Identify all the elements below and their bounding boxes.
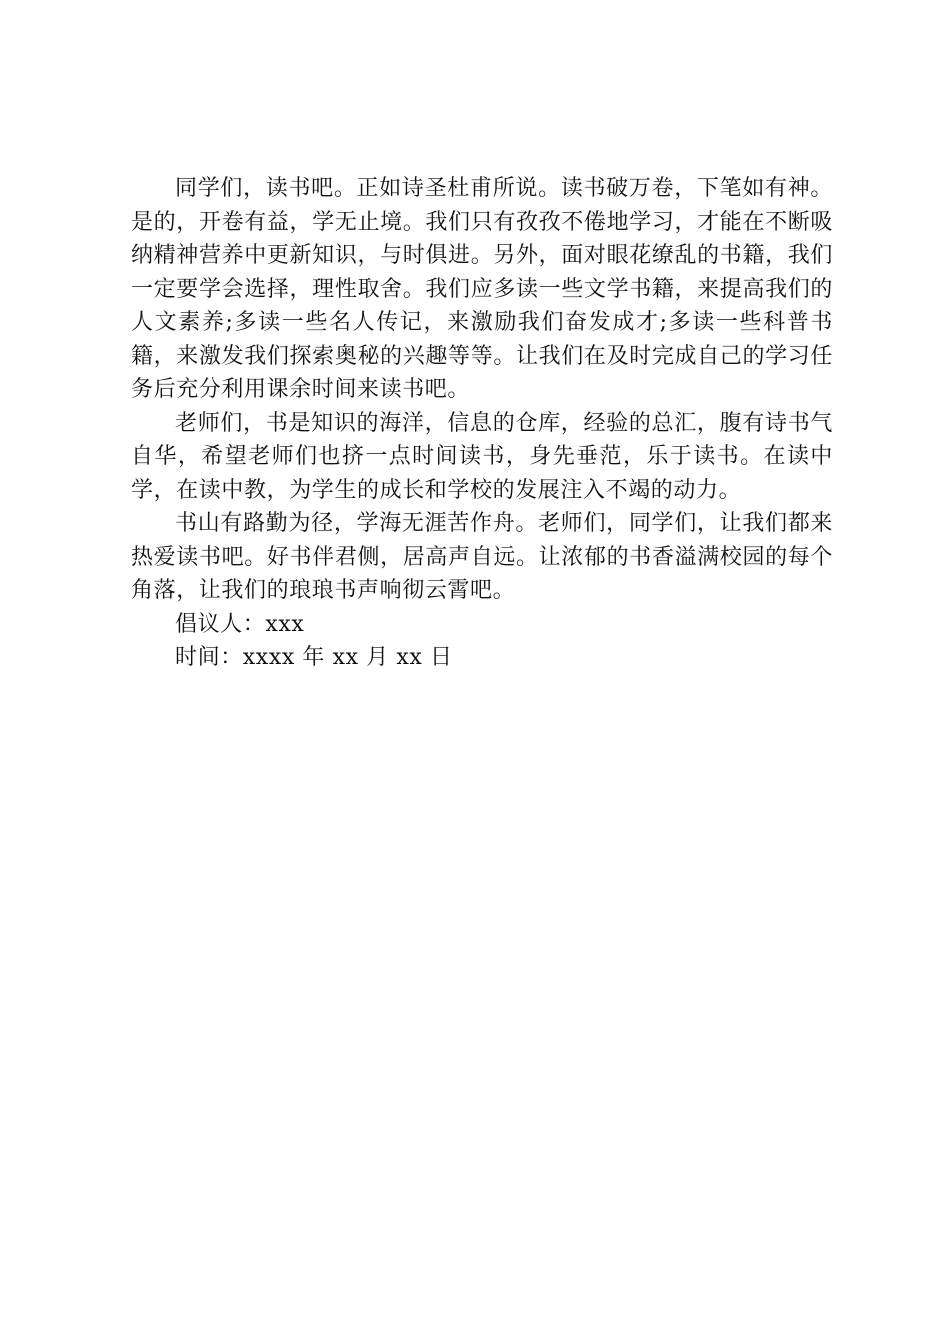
document-body — [131, 172, 833, 675]
proposer-line: 倡议人：xxx — [175, 611, 305, 637]
date-line: 时间：xxxx 年 xx 月 xx 日 — [175, 645, 453, 670]
paragraph-reading-teachers: 老师们，书是知识的海洋，信息的仓库，经验的总汇，腹有诗书气自华，希望老师们也挤一点时间读书，身先垂范，乐于读书。在读中学，在读中教，为学生的成长和学校的发展注入不竭的动力。 — [131, 410, 833, 503]
paragraph-reading-students: 同学们，读书吧。正如诗圣杜甫所说。读书破万卷，下笔如有神。是的，开卷有益，学无止境。我们只有孜孜不倦地学习，才能在不断吸纳精神营养中更新知识，与时俱进。另外，面对眼花缭乱的书籍，我们一定要学会选择，理性取舍。我们应多读一些文学书籍，来提高我们的人文素养;多读一些名人传记，来激励我们奋发成才;多读一些科普书籍，来激发我们探索奥秘的兴趣等等。让我们在及时完成自己的学习任务后充分利用课余时间来读书吧。 — [131, 176, 833, 402]
paragraph-closing-appeal: 书山有路勤为径，学海无涯苦作舟。老师们，同学们，让我们都来热爱读书吧。好书伴君侧，居高声自远。让浓郁的书香溢满校园的每个角落，让我们的琅琅书声响彻云霄吧。 — [131, 511, 833, 603]
